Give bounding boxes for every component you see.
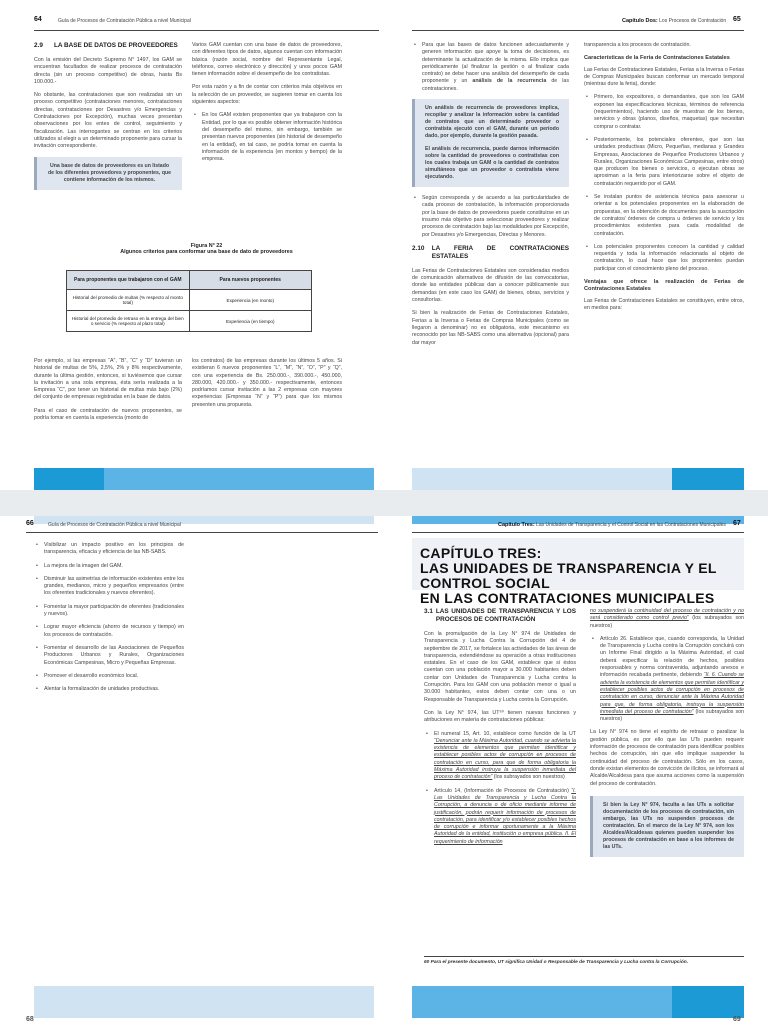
list-item: • Los potenciales proponentes conocen la cantidad y calidad requerida y toda la información relacionada al objeto de contratación, lo cual hace que los proponentes puedan participar con el conocimiento pleno del proceso. (584, 244, 744, 273)
column-b (590, 608, 744, 865)
paragraph: Por ejemplo, si las empresas “A”, “B”, “C” y “D” tuvieran un historial de multas de 5%, 2,5%, 2% y 8% respectivamente, durante la última gestión, entonces, si tuviésemos que cursar la invitación a una sola empresa, ésta sería realizada a la Empresa “C”, por tener un historial de multas más bajo (2%) del conjunto de empresas registradas en la base de datos. (34, 358, 182, 401)
list-item: • Primero, los expositores, o demandantes, que son los GAM exponen las especificaciones técnicas, términos de referencia (requerimientos), haciendo uso de muestras de los bienes, servicios y obras (planos, diseños, maquetas) que necesitan comprar o contratar. (584, 94, 744, 130)
page-header-right: Capítulo Tres: Las Unidades de Transparencia y el Control Social en las Contrataciones Municipales (498, 522, 726, 528)
column-2 (192, 42, 342, 169)
paragraph: transparencia a los procesos de contratación. (584, 42, 691, 48)
paragraph: Las Ferias de Contrataciones Estatales se constituyen, entre otros, en medios para: (584, 297, 744, 311)
page-number-left: 64 (34, 16, 42, 23)
subheading: Características de la Feria de Contrataciones Estatales (584, 55, 730, 62)
decor-band (412, 468, 672, 490)
spread-pages-64-65 (0, 0, 768, 490)
chapter-title-line: EN LAS CONTRATACIONES MUNICIPALES (420, 590, 715, 606)
footnote-rule (424, 956, 744, 957)
table-row (67, 311, 312, 332)
page-number-right: 67 (733, 520, 741, 527)
list-item: • Promover el desarrollo económico local. (34, 673, 184, 680)
page-header-left: Guía de Procesos de Contratación Pública a nivel Municipal (58, 18, 191, 24)
paragraph: Para el caso de contratación de nuevos proponentes, se podría tomar en cuenta la experiencia (monto de (34, 407, 182, 422)
decor-band (672, 468, 744, 490)
section-heading-3-1: 3.1 LAS UNIDADES DE TRANSPARENCIA Y LOS PROCESOS DE CONTRATACIÓN (424, 608, 576, 623)
table-header-row (67, 271, 312, 290)
paragraph: Por esta razón y a fin de contar con criterios más objetivos en la selección de un proveedor, se sugieren tomar en cuenta los siguientes aspectos: (192, 84, 342, 106)
decor-band (34, 468, 104, 490)
table-header-cell: Para nuevos proponentes (189, 271, 312, 290)
page-header-left: Guía de Procesos de Contratación Pública a nivel Municipal (48, 522, 181, 528)
paragraph: Con la promulgación de la Ley N° 974 de Unidades de Transparencia y Lucha Contra la Corrupción del 4 de septiembre de 2017, se fortalece las actividades de las áreas de transparencia, extendiéndose su operación a otras instituciones estatales. En el caso de los GAM, establece que si éstos cuentan con una población mayor a 30.000 habitantes deben contar con Unidades de Transparencia y Lucha contra la Corrupción. Para los GAM con una población menor o igual a 30.000 habitantes, estos deben contar con una o un Responsable de Transparencia y Lucha contra la Corrupción. (424, 631, 576, 703)
table-row (67, 290, 312, 311)
paragraph: los contratos) de las empresas durante los últimos 5 años. Si existieran 6 nuevos proponentes “L”, “M”, “N”, “O”, “P” y “Q”, con una experiencia de Bs. 250.000.-, 390.000.-, 450.000, 280.000, 420.000.- y 350.000.- respectivamente, entonces podríamos cursar invitación a las 2 empresas con mayores experiencias (Empresas “N” y “P”) para que los mismos presenten una propuesta. (192, 358, 342, 408)
benefits-list (34, 542, 184, 699)
paragraph: no suspenderá la continuidad del proceso de contratación y no será considerado como control previo” (los subrayados son nuestros) (590, 608, 744, 629)
table-cell: Historial del promedio de multas (% respecto al monto total) (67, 290, 190, 311)
list-item: • En los GAM existen proponentes que ya trabajaron con la Entidad, por lo que es posible obtener información histórica del desempeño del mismo, sin embargo, también se presentan nuevos proponentes (sin historial de desempeño en la entidad), en tal caso, se podría tomar en cuenta la información de la experiencia (en montos y tiempo) de la empresa. (192, 112, 342, 163)
section-heading-2-10: 2.10 LA FERIA DE CONTRATACIONES ESTATALES (412, 244, 569, 260)
page-number-next-left: 68 (26, 1016, 34, 1023)
column-4 (584, 42, 744, 318)
list-item: • Lograr mayor eficiencia (ahorro de recursos y tiempo) en los procesos de contratación. (34, 624, 184, 639)
callout-recurrence: Un análisis de recurrencia de proveedores implica, recopilar y analizar la información sobre la cantidad de contratos que un determinado proveedor o contratista ejecutó con el GAM, durante un periodo dado, por ejemplo, durante la gestión pasada. El análisis de recurrencia, puede darnos información sobre la cantidad de proveedores o contratistas con los cuales trabaja un GAM o la cantidad de contratos simultáneos que un proveedor o contratista viene ejecutando. (412, 99, 569, 187)
callout-definition: Una base de datos de proveedores es un listado de los diferentes proveedores y proponentes, que contiene información de los mismos. (34, 157, 182, 190)
paragraph: Si bien la realización de Ferias de Contrataciones Estatales, Ferias a la Inversa o Ferias de Compras Municipales (como se llegaron a denominar) no es obligatoria, este mecanismo es reconocido por las NB-SABS como una alternativa (opcional) para dar mayor (412, 310, 569, 346)
header-rule-right (412, 30, 744, 31)
header-rule-right (412, 532, 744, 533)
list-item: • Fomentar la mayor participación de oferentes (tradicionales y nuevos). (34, 604, 184, 619)
footnote: 60 Para el presente documento, UT significa Unidad o Responsable de Transparencia y Lucha contra la Corrupción. (424, 960, 689, 965)
spread-pages-66-67 (0, 516, 768, 1024)
chapter-title-line: LAS UNIDADES DE TRANSPARENCIA Y EL CONTROL SOCIAL (420, 560, 717, 591)
paragraph: Las Ferias de Contrataciones Estatales, Ferias a la Inversa o Ferias de Compras Municipales buscan conformar un mercado temporal (mientras dure la feria), donde: (584, 66, 744, 88)
decor-band (672, 986, 744, 1018)
figure-caption: Figura N° 22 Algunos criterios para conformar una base de dato de proveedores (120, 243, 293, 255)
table-header-cell: Para proponentes que trabajaron con el GAM (67, 271, 190, 290)
list-item: • Disminuir las asimetrías de información existentes entre los grandes, medianos, micro y pequeños empresarios (entre los oferentes tradicionales y nuevos oferentes). (34, 576, 184, 598)
decor-band (412, 986, 672, 1018)
spread-gap (0, 490, 768, 516)
paragraph: Varios GAM cuentan con una base de datos de proveedores, con diferentes tipos de datos, algunos cuentan con información básica (razón social, nombre del Representante Legal, teléfonos, correo electrónico y dirección) y unos pocos GAM tienen información sobre el desempeño de los contratistas. (192, 42, 342, 78)
page-header-right: Capítulo Dos: Los Procesos de Contratación (622, 18, 727, 24)
list-item: • Artículo 26. Establece que, cuando corresponda, la Unidad de Transparencia y Lucha contra la Corrupción concluirá con un Informe Final dirigido a la Máxima Autoridad, el cual deberá especificar la relación de hechos, posibles responsables y norma contravenida, adjuntando anexos e información recabada pertinente, debiendo “II. 6. Cuando se advierta la existencia de elementos que permitan identificar y establecer posibles actos de corrupción en procesos de contratación en curso, denunciar ante la Máxima Autoridad para que, de forma obligatoria, instruya la suspensión inmediata del proceso de contratación” (los subrayados son nuestros) (590, 636, 744, 724)
list-item: • Se instalan puntos de asistencia técnica para asesorar u orientar a los potenciales proponentes en la elaboración de propuestas, en la obtención de documentos para la suscripción de contratos/ órdenes de compra u órdenes de servicio y los procedimientos existentes para cada modalidad de contratación. (584, 194, 744, 238)
header-rule-left (34, 30, 379, 31)
list-item: • Alentar la formalización de unidades productivas. (34, 686, 184, 693)
list-item: • La mejora de la imagen del GAM. (34, 563, 184, 570)
list-item: • El numeral 15, Art. 10, establece como función de la UT “Denunciar ante la Máxima Autoridad, cuando se advierta la existencia de elementos que permitan identificar y establecer posibles actos de corrupción en procesos de contratación en curso, para que de forma obligatoria la Máxima Autoridad instruya la suspensión inmediata del proceso de contratación” (los subrayados son nuestros) (424, 731, 576, 782)
decor-band (104, 468, 374, 490)
list-item: • Visibilizar un impacto positivo en los principios de transparencia, eficacia y eficiencia de las NB-SABS. (34, 542, 184, 557)
list-item: • Para que las bases de datos funcionen adecuadamente y generen información que apoye la toma de decisiones, es determinante la actualización de la misma. Ello implica que periódicamente (al finalizar la gestión o al finalizar cada contrato) se debe hacer una análisis del desempeño de cada proponente y un análisis de la recurrencia de las contrataciones. (412, 42, 569, 93)
column-2-bottom (192, 358, 342, 415)
header-rule-left (26, 532, 378, 533)
list-item: • Artículo 14, (Información de Procesos de Contratación) “I. Las Unidades de Transparencia y Lucha Contra la Corrupción, a denuncia o de oficio mediante informe de justificación, podrán requerir información de procesos de contratación, para identificar y/o establecer posibles hechos de corrupción e informar oportunamente a la Máxima Autoridad de la entidad, institución o empresa pública. II. El requerimiento de información (424, 788, 576, 846)
subheading: Ventajas que ofrece la realización de Ferias de Contrataciones Estatales (584, 279, 744, 293)
page-number-right: 65 (733, 16, 741, 23)
list-item: • Según corresponda y de acuerdo a las particularidades de cada proceso de contratación, la información proporcionada por la base de datos de proveedores puede constituirse en un insumo más objetivo para seleccionar proveedores y realizar procesos de contratación bajo las modalidades por Excepción, por Desastres y/o Emergencias, Directas y Menores. (412, 195, 569, 239)
column-a (424, 608, 576, 852)
column-1-bottom (34, 358, 182, 428)
decor-band (34, 986, 374, 1018)
chapter-title-line: CAPÍTULO TRES: (420, 545, 542, 561)
list-item: • Fomentar el desarrollo de las Asociaciones de Pequeños Productores Urbanos y Rurales, Organizaciones Económicas Campesinas, Micro y Pequeñas Empresas. (34, 645, 184, 667)
callout-ut-note: Si bien la Ley N° 974, faculta a las UTs a solicitar documentación de los procesos de contratación, sin embargo, las UTs no suspenden procesos de contratación. En el marco de la Ley N° 974, son los Alcaldes/Alcaldesas quienes pueden suspender los procesos de contratación en base a los informes de las UTs. (590, 796, 744, 857)
chapter-title-block (412, 538, 744, 606)
table-cell: Historial del promedio de retraso en la entrega del bien o servicio (% respecto al plazo total) (67, 311, 190, 332)
paragraph: No obstante, las contrataciones que son realizadas sin un proceso competitivo (contrataciones menores, contrataciones directas, contrataciones por Desastres y/o Emergencias y Contrataciones por Excepción), muchas veces presentan observaciones por los entes de control, seguimiento y fiscalización. Las interrogantes se centran en los criterios utilizados al elegir a un determinado proponente para cursar la invitación correspondiente. (34, 92, 182, 150)
table-cell: Experiencia (en monto) (189, 290, 312, 311)
paragraph: Las Ferias de Contrataciones Estatales son consideradas medios de comunicación alternativos de difusión de las convocatorias, donde las entidades públicas dan a conocer públicamente sus demandas (en este caso los GAM) de bienes, obras, servicios y consultorías. (412, 267, 569, 304)
table-cell: Experiencia (en tiempo) (189, 311, 312, 332)
page-number-next-right: 69 (733, 1016, 741, 1023)
column-3 (412, 42, 569, 353)
list-item: • Posteriormente, los potenciales oferentes, que son las unidades productivas (Micro, Pequeñas, medianas y Grandes Empresas, Asociaciones de Pequeños Productores Urbanos y Rurales, Organizaciones Económicas Campesinas, entre otros) que producen los bienes o servicios, o ejecutan obras se aproximan a la feria para interiorizarse sobre el objeto de contratación requerido por el GAM. (584, 137, 744, 188)
column-1 (34, 42, 182, 198)
criteria-table (66, 270, 312, 332)
paragraph: Con la emisión del Decreto Supremo N° 1497, los GAM se encuentran facultados de realizar procesos de contratación directa (sin un proceso competitivo) de obras, hasta Bs 100.000.- (34, 57, 182, 85)
paragraph: Con la Ley N° 974, las UT⁶⁰ tienen nuevas funciones y atribuciones en materia de contrataciones públicas: (424, 709, 576, 724)
paragraph: La Ley N° 974 no tiene el espíritu de retrasar o paralizar la gestión pública, es por ello que las UTs pueden requerir información de procesos de contratación para identificar posibles hechos de corrupción, sin que ello implique suspender la continuidad del proceso de contratación. Sólo en los casos, donde existan elementos de convicción de ilícitos, se informará al Alcalde/Alcaldesa para que asuma acciones como la suspensión del proceso de contratación. (590, 729, 744, 787)
page-number-left: 66 (26, 520, 34, 527)
section-heading-2-9: 2.9 LA BASE DE DATOS DE PROVEEDORES (34, 42, 178, 49)
